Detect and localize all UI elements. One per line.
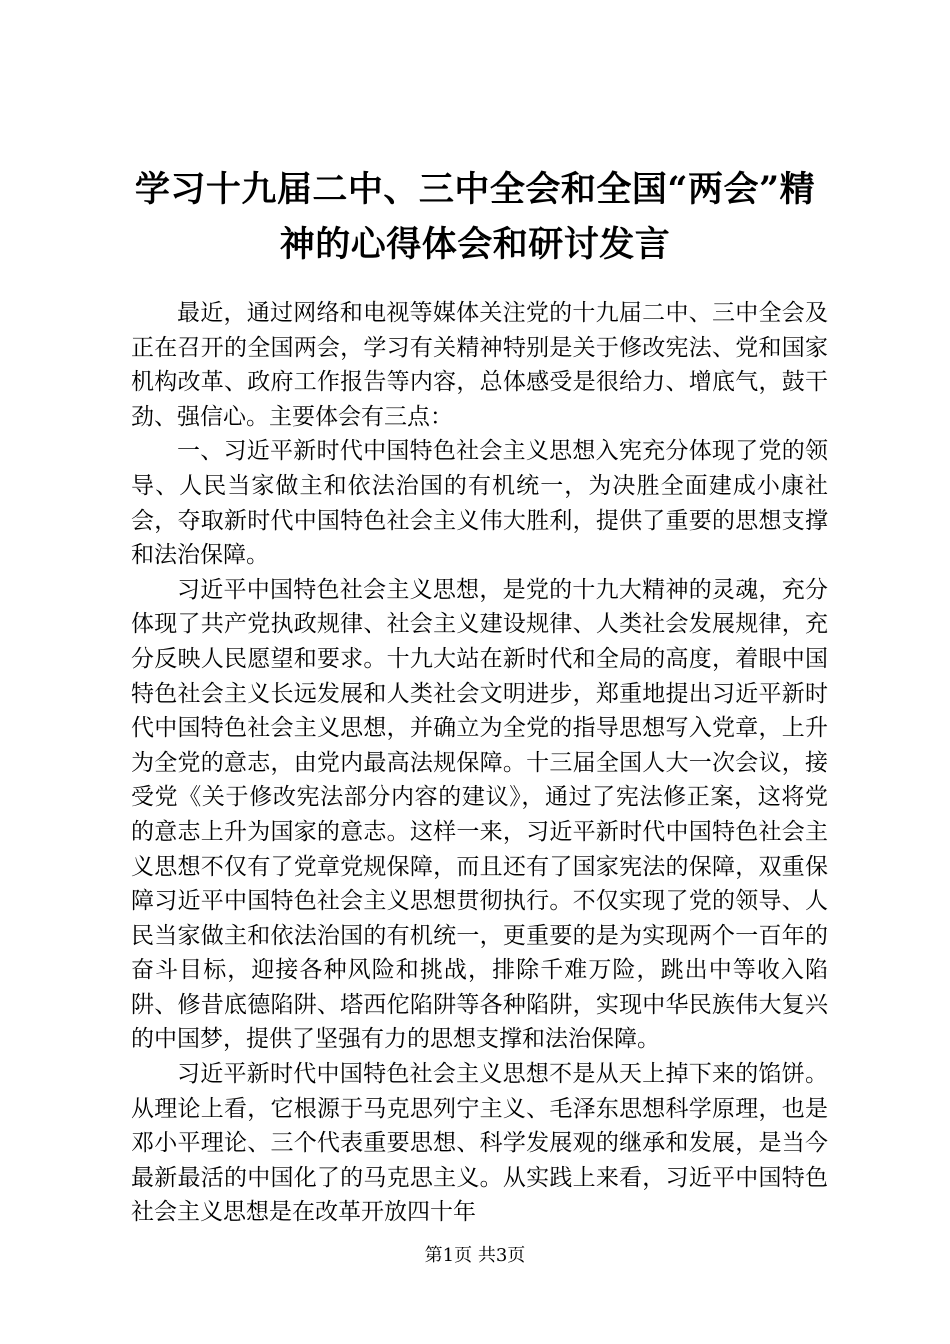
paragraph: 一、习近平新时代中国特色社会主义思想入宪充分体现了党的领导、人民当家做主和依法治国的有机统一，为决胜全面建成小康社会，夺取新时代中国特色社会主义伟大胜利，提供了重要的思想支撑和法治保障。 [131, 438, 828, 569]
page-number-footer: 第1页 共3页 [424, 1245, 526, 1266]
paragraph: 最近，通过网络和电视等媒体关注党的十九届二中、三中全会及正在召开的全国两会，学习有关精神特别是关于修改宪法、党和国家机构改革、政府工作报告等内容，总体感受是很给力、增底气，鼓干劲、强信心。主要体会有三点： [131, 300, 828, 430]
document-body [131, 296, 828, 1230]
paragraph: 习近平中国特色社会主义思想，是党的十九大精神的灵魂，充分体现了共产党执政规律、社会主义建设规律、人类社会发展规律，充分反映人民愿望和要求。十九大站在新时代和全局的高度，着眼中国特色社会主义长远发展和人类社会文明进步，郑重地提出习近平新时代中国特色社会主义思想，并确立为全党的指导思想写入党章，上升为全党的意志，由党内最高法规保障。十三届全国人大一次会议，接受党《关于修改宪法部分内容的建议》，通过了宪法修正案，这将党的意志上升为国家的意志。这样一来，习近平新时代中国特色社会主义思想不仅有了党章党规保障，而且还有了国家宪法的保障，双重保障习近平中国特色社会主义思想贯彻执行。不仅实现了党的领导、人民当家做主和依法治国的有机统一，更重要的是为实现两个一百年的奋斗目标，迎接各种风险和挑战，排除千难万险，跳出中等收入陷阱、修昔底德陷阱、塔西佗陷阱等各种陷阱，实现中华民族伟大复兴的中国梦，提供了坚强有力的思想支撑和法治保障。 [131, 576, 828, 1053]
title-line-2: 神的心得体会和研讨发言 [279, 224, 671, 265]
title-line-1: 学习十九届二中、三中全会和全国“两会”精 [134, 169, 816, 210]
paragraph: 习近平新时代中国特色社会主义思想不是从天上掉下来的馅饼。从理论上看，它根源于马克思列宁主义、毛泽东思想科学原理，也是邓小平理论、三个代表重要思想、科学发展观的继承和发展，是当今最新最活的中国化了的马克思主义。从实践上来看，习近平中国特色社会主义思想是在改革开放四十年 [131, 1061, 828, 1226]
document-title [100, 162, 850, 272]
